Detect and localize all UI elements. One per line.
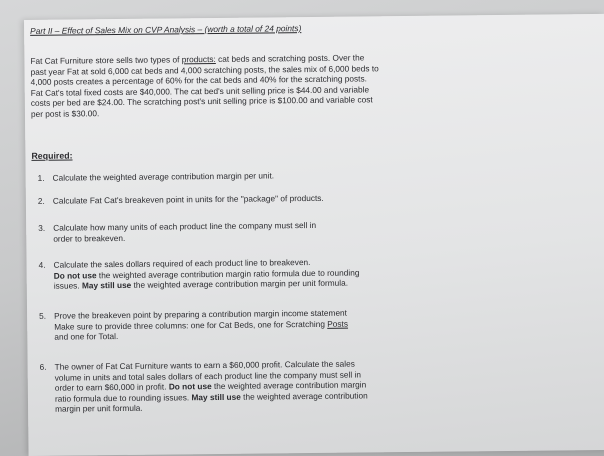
question-text-part: the weighted average contribution <box>240 390 368 402</box>
products-link: products: <box>181 53 216 65</box>
question-line: order to breakeven. <box>53 232 126 244</box>
emphasis-text: Do not use <box>168 381 212 392</box>
question-text-part: order to earn $60,000 in profit. <box>54 381 169 393</box>
question-line: The owner of Fat Cat Furniture wants to earn a $60,000 profit. Calculate the sales <box>54 358 355 372</box>
intro-line: costs per bed are $24.00. The scratching post's unit selling price is $100.00 and variable cost <box>30 94 373 109</box>
intro-line: past year Fat at sold 6,000 cat beds and 4,000 scratching posts, the sales mix of 6,000 beds to <box>30 62 379 77</box>
emphasis-text: Do not use <box>53 269 97 281</box>
question-text-part: the weighted average contribution margin ratio formula due to rounding <box>96 267 360 280</box>
intro-text: Fat Cat Furniture store sells two types of <box>30 54 182 66</box>
question-line: Prove the breakeven point by preparing a contribution margin income statement <box>54 307 348 321</box>
intro-text: cat beds and scratching posts. Over the <box>215 52 365 64</box>
question-number: 3. <box>38 222 46 233</box>
question-item <box>39 257 360 292</box>
question-text <box>53 170 274 183</box>
question-text-part: issues. <box>53 280 82 291</box>
question-text-part: the weighted average contribution margin per unit formula. <box>131 277 349 291</box>
question-item <box>38 220 316 244</box>
section-title: Part II – Effect of Sales Mix on CVP Analysis – (worth a total of 24 points) <box>30 23 302 36</box>
question-line: Calculate the weighted average contribution margin per unit. <box>52 170 275 183</box>
intro-line: 4,000 posts creates a percentage of 60% for the cat beds and 40% for the scratching posts. <box>30 73 367 88</box>
intro-line: per post is $30.00. <box>30 108 100 119</box>
question-line: and one for Total. <box>54 331 119 342</box>
question-text <box>55 358 368 414</box>
question-text <box>54 257 360 292</box>
question-item <box>40 358 368 414</box>
emphasis-text: May still use <box>191 391 241 403</box>
question-text <box>53 220 316 244</box>
question-text <box>54 308 348 343</box>
question-number: 5. <box>39 310 47 321</box>
posts-link: Posts <box>327 318 349 329</box>
question-line: margin per unit formula. <box>55 403 143 415</box>
question-item <box>38 193 324 207</box>
question-line: volume in units and total sales dollars of each product line the company must sell in <box>54 369 362 383</box>
question-item <box>38 170 274 183</box>
required-heading: Required: <box>31 150 73 161</box>
question-item <box>39 308 348 343</box>
question-line: Calculate the sales dollars required of each product line to breakeven. <box>53 257 311 270</box>
question-number: 4. <box>38 259 46 270</box>
question-text-part: the weighted average contribution margin <box>211 379 367 392</box>
question-line <box>54 278 360 292</box>
intro-line: Fat Cat's total fixed costs are $40,000. The cat bed's unit selling price is $44.00 and variable <box>30 84 370 98</box>
emphasis-text: May still use <box>81 280 132 291</box>
question-number: 2. <box>37 195 45 206</box>
question-line: Calculate Fat Cat's breakeven point in units for the "package" of products. <box>52 192 324 206</box>
question-text-part: Make sure to provide three columns: one for Cat Beds, one for Scratching <box>54 318 328 332</box>
question-text-part: ratio formula due to rounding issues. <box>54 392 192 404</box>
question-text <box>53 193 324 206</box>
question-number: 1. <box>37 172 45 183</box>
question-line: Calculate how many units of each product line the company must sell in <box>53 219 317 233</box>
question-number: 6. <box>39 361 47 372</box>
document-page <box>24 14 604 456</box>
intro-paragraph <box>30 51 536 120</box>
